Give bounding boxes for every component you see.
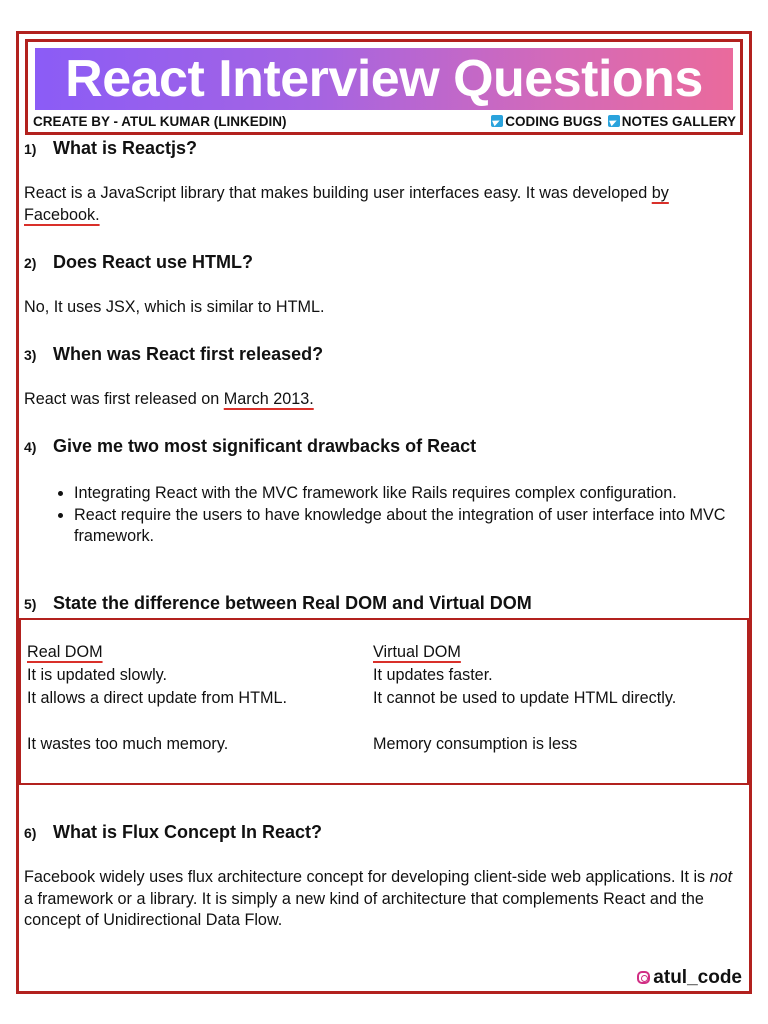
list-item: • Integrating React with the MVC framework like Rails requires complex configuration. — [74, 483, 764, 505]
answer-2: No, It uses JSX, which is similar to HTML. — [24, 298, 325, 316]
table-cell: It allows a direct update from HTML. — [27, 689, 287, 707]
question-text: State the difference between Real DOM and Virtual DOM — [53, 593, 532, 613]
header — [25, 39, 743, 135]
virtual-dom-column — [373, 641, 693, 756]
channel-credits — [491, 114, 736, 129]
highlight: March 2013. — [223, 390, 314, 408]
question-2 — [24, 252, 253, 273]
question-4 — [24, 436, 476, 457]
real-dom-column — [27, 641, 347, 756]
question-number: 5) — [24, 596, 37, 612]
answer-3: React was first released on March 2013. — [24, 390, 314, 408]
column-header: Virtual DOM — [373, 643, 461, 661]
question-3 — [24, 344, 323, 365]
highlight: by Facebook. — [24, 184, 669, 224]
table-cell: It cannot be used to update HTML directly. — [373, 689, 677, 707]
title-banner: React Interview Questions — [35, 48, 733, 110]
question-text: When was React first released? — [53, 344, 324, 364]
question-5 — [24, 593, 532, 614]
telegram-icon — [608, 115, 620, 127]
question-text: What is Flux Concept In React? — [53, 822, 323, 842]
table-cell: It is updated slowly. — [27, 666, 168, 684]
dom-comparison-table — [19, 618, 749, 785]
table-cell: Memory consumption is less — [373, 735, 578, 753]
question-number: 6) — [24, 825, 37, 841]
telegram-icon — [491, 115, 503, 127]
question-number: 3) — [24, 347, 37, 363]
answer-6: Facebook widely uses flux architecture concept for developing client-side web applications. It is not a framework or a library. It is simply a new kind of architecture that complements React and the concept of Unidirectional Data Flow. — [24, 868, 733, 929]
question-text: Give me two most significant drawbacks of React — [53, 436, 477, 456]
answer-1: React is a JavaScript library that makes building user interfaces easy. It was developed by Facebook. — [24, 184, 669, 224]
question-1 — [24, 138, 197, 159]
question-text: Does React use HTML? — [53, 252, 254, 272]
table-cell: It updates faster. — [373, 666, 493, 684]
author-credit: CREATE BY - ATUL KUMAR (LINKEDIN) — [33, 114, 287, 129]
question-text: What is Reactjs? — [53, 138, 198, 158]
question-number: 2) — [24, 255, 37, 271]
channel-notes-gallery[interactable]: NOTES GALLERY — [621, 114, 736, 129]
question-6 — [24, 822, 322, 843]
instagram-icon — [637, 971, 650, 984]
question-number: 4) — [24, 439, 37, 455]
channel-coding-bugs[interactable]: CODING BUGS — [505, 114, 602, 129]
question-number: 1) — [24, 141, 37, 157]
instagram-handle[interactable]: atul_code — [637, 967, 742, 989]
emphasis: not — [709, 868, 733, 886]
drawbacks-list — [48, 483, 764, 548]
column-header: Real DOM — [27, 643, 103, 661]
table-cell: It wastes too much memory. — [27, 735, 229, 753]
list-item: • React require the users to have knowledge about the integration of user interface into MVC framework. — [74, 505, 764, 548]
